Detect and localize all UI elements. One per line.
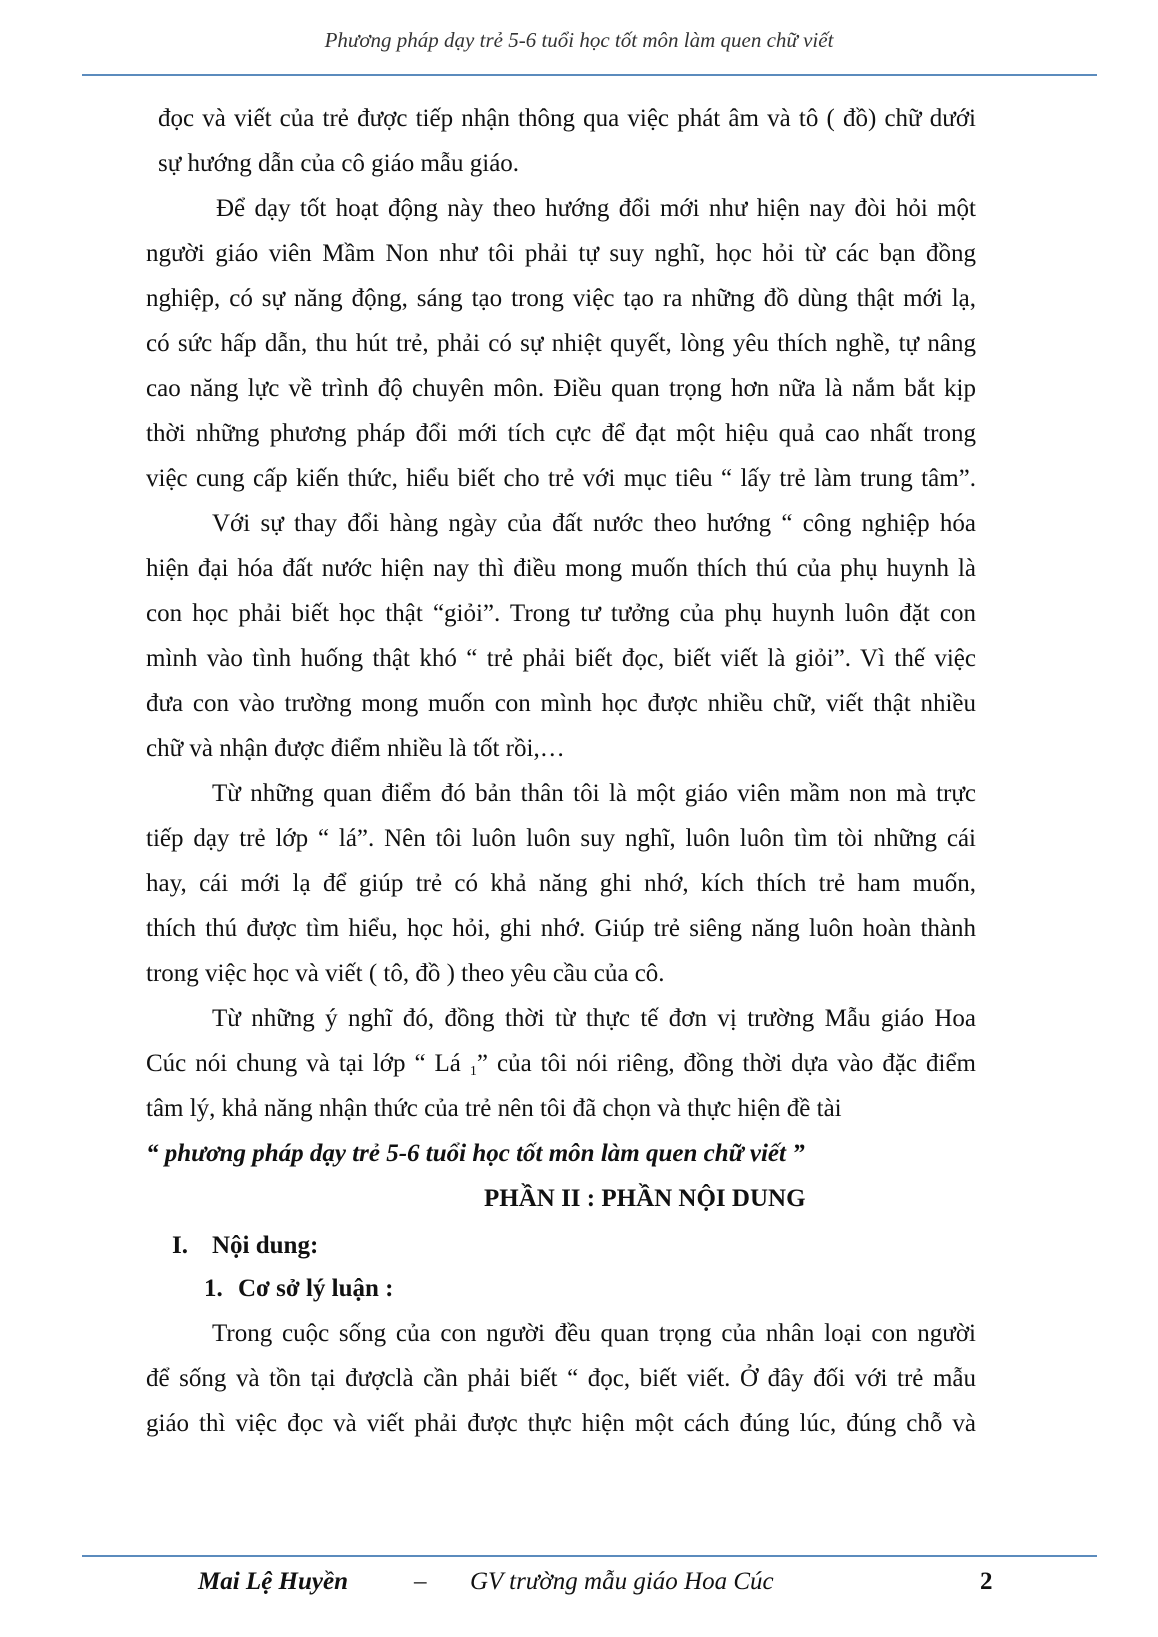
body-line: nghiệp, có sự năng động, sáng tạo trong việc tạo ra những đồ dùng thật mới lạ, xyxy=(146,285,976,312)
body-line: giáo thì việc đọc và viết phải được thực hiện một cách đúng lúc, đúng chỗ và xyxy=(146,1410,976,1437)
body-line: để sống và tồn tại đượclà cần phải biết “ đọc, biết viết. Ở đây đối với trẻ mẫu xyxy=(146,1365,976,1392)
topic-title: “ phương pháp dạy trẻ 5-6 tuổi học tốt môn làm quen chữ viết ” xyxy=(146,1140,805,1167)
body-line: mình vào tình huống thật khó “ trẻ phải biết đọc, biết viết là giỏi”. Vì thế việc xyxy=(146,645,976,672)
body-line: Để dạy tốt hoạt động này theo hướng đổi mới như hiện nay đòi hỏi một xyxy=(216,195,976,222)
body-line: đọc và viết của trẻ được tiếp nhận thông qua việc phát âm và tô ( đồ) chữ dưới xyxy=(158,105,976,132)
body-line: chữ và nhận được điểm nhiều là tốt rồi,… xyxy=(146,735,565,762)
body-line: đưa con vào trường mong muốn con mình học được nhiều chữ, viết thật nhiều xyxy=(146,690,976,717)
page-header-title: Phương pháp dạy trẻ 5-6 tuổi học tốt môn làm quen chữ viết xyxy=(324,28,834,52)
body-line: con học phải biết học thật “giỏi”. Trong tư tưởng của phụ huynh luôn đặt con xyxy=(146,600,976,627)
section-number: I. xyxy=(172,1232,188,1259)
body-line: Từ những ý nghĩ đó, đồng thời từ thực tế đơn vị trường Mẫu giáo Hoa xyxy=(212,1005,976,1032)
page-number: 2 xyxy=(980,1568,993,1595)
subscript-number: 1 xyxy=(469,1064,477,1079)
body-line: sự hướng dẫn của cô giáo mẫu giáo. xyxy=(158,150,520,177)
body-line: thích thú được tìm hiểu, học hỏi, ghi nhớ. Giúp trẻ siêng năng luôn hoàn thành xyxy=(146,915,976,942)
footer-school: GV trường mẫu giáo Hoa Cúc xyxy=(470,1568,774,1595)
footer-author: Mai Lệ Huyền xyxy=(198,1568,348,1595)
body-line: tiếp dạy trẻ lớp “ lá”. Nên tôi luôn luôn suy nghĩ, luôn luôn tìm tòi những cái xyxy=(146,825,976,852)
body-line: thời những phương pháp đổi mới tích cực để đạt một hiệu quả cao nhất trong xyxy=(146,420,976,447)
body-line: hiện đại hóa đất nước hiện nay thì điều mong muốn thích thú của phụ huynh là xyxy=(146,555,976,582)
body-line: có sức hấp dẫn, thu hút trẻ, phải có sự nhiệt quyết, lòng yêu thích nghề, tự nâng xyxy=(146,330,976,357)
subsection-number: 1. xyxy=(204,1275,223,1302)
body-line: Trong cuộc sống của con người đều quan trọng của nhân loại con người xyxy=(212,1320,976,1347)
body-line: Từ những quan điểm đó bản thân tôi là một giáo viên mầm non mà trực xyxy=(212,780,976,807)
body-line: việc cung cấp kiến thức, hiểu biết cho trẻ với mục tiêu “ lấy trẻ làm trung tâm”. xyxy=(146,465,976,492)
body-line: trong việc học và viết ( tô, đồ ) theo yêu cầu của cô. xyxy=(146,960,665,987)
footer-separator: – xyxy=(414,1568,427,1595)
footer-divider xyxy=(82,1555,1097,1557)
body-text-segment: Cúc nói chung và tại lớp “ Lá xyxy=(146,1050,470,1077)
body-text-segment: ” của tôi nói riêng, đồng thời dựa vào đặc điểm xyxy=(476,1050,976,1077)
header-divider xyxy=(82,74,1097,76)
body-line: Với sự thay đổi hàng ngày của đất nước theo hướng “ công nghiệp hóa xyxy=(212,510,976,537)
body-line xyxy=(146,1049,976,1087)
body-line: tâm lý, khả năng nhận thức của trẻ nên tôi đã chọn và thực hiện đề tài xyxy=(146,1095,842,1122)
body-line: người giáo viên Mầm Non như tôi phải tự suy nghĩ, học hỏi từ các bạn đồng xyxy=(146,240,976,267)
subsection-heading: Cơ sở lý luận : xyxy=(238,1275,394,1302)
body-line: cao năng lực về trình độ chuyên môn. Điều quan trọng hơn nữa là nắm bắt kịp xyxy=(146,375,976,402)
part-heading: PHẦN II : PHẦN NỘI DUNG xyxy=(484,1185,806,1212)
section-heading: Nội dung: xyxy=(212,1232,319,1259)
body-line: hay, cái mới lạ để giúp trẻ có khả năng ghi nhớ, kích thích trẻ ham muốn, xyxy=(146,870,976,897)
